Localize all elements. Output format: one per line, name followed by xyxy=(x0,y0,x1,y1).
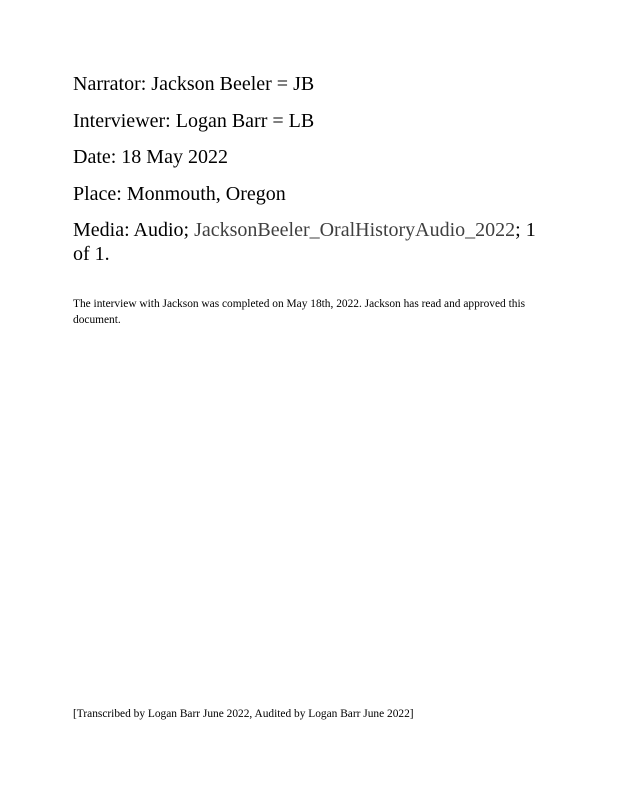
completion-note: The interview with Jackson was completed on May 18th, 2022. Jackson has read and approved this document. xyxy=(73,298,526,326)
interview-metadata xyxy=(73,72,553,266)
media-line xyxy=(73,218,553,266)
date-line: Date: 18 May 2022 xyxy=(73,146,228,168)
media-suffix: ; 1 of 1. xyxy=(73,219,536,265)
interviewer-line: Interviewer: Logan Barr = LB xyxy=(73,109,315,132)
media-prefix: Media: Audio; xyxy=(73,219,195,241)
transcription-credit: [Transcribed by Logan Barr June 2022, Audited by Logan Barr June 2022] xyxy=(73,708,414,720)
narrator-line: Narrator: Jackson Beeler = JB xyxy=(73,73,315,95)
place-line: Place: Monmouth, Oregon xyxy=(73,182,286,205)
media-filename: JacksonBeeler_OralHistoryAudio_2022 xyxy=(194,219,516,241)
